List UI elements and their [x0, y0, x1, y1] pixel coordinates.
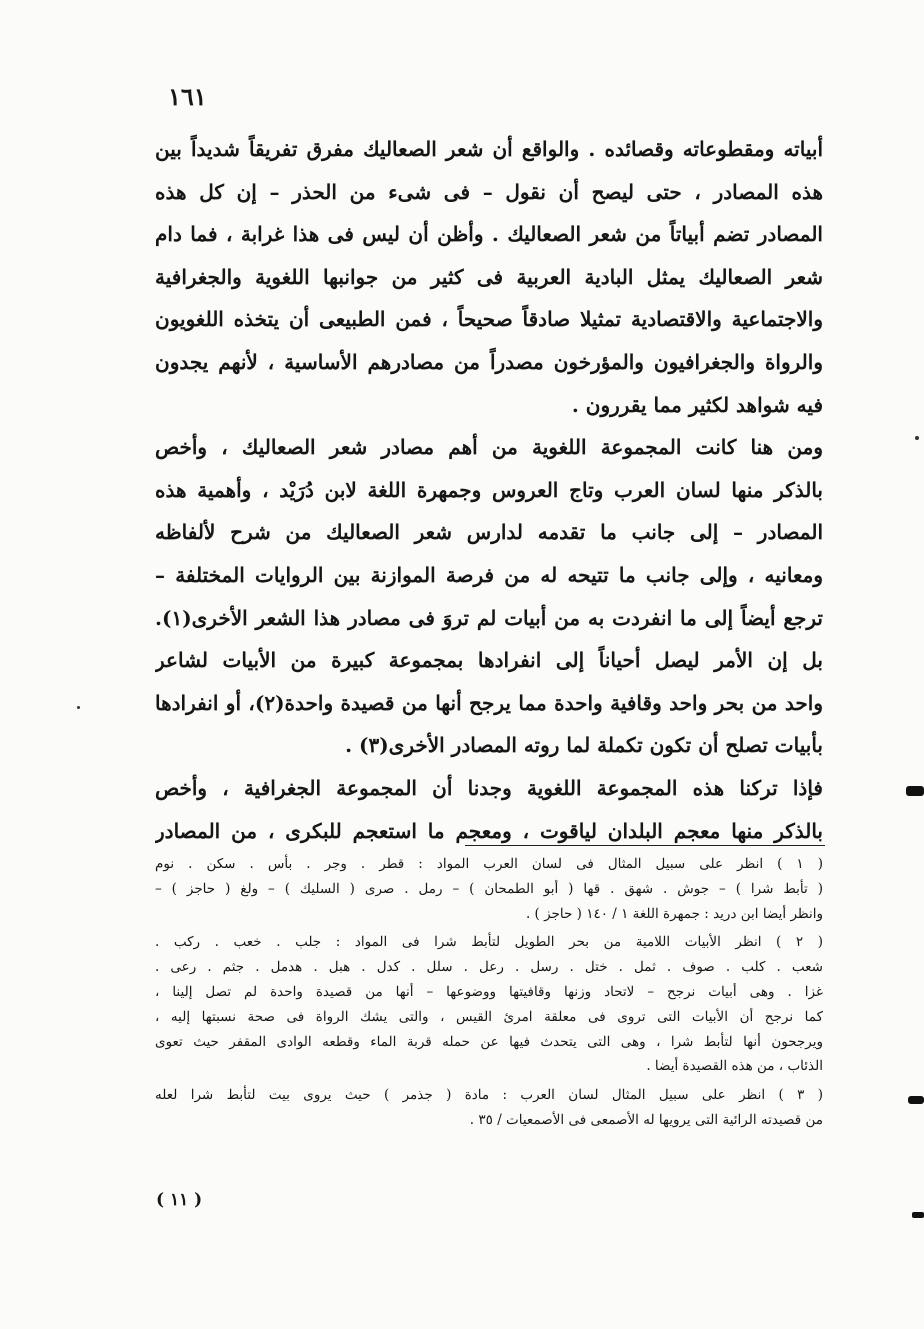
body-line: بل إن الأمر ليصل أحياناً إلى انفرادها بمجموعة كبيرة من الأبيات لشاعر	[155, 648, 823, 673]
body-line: المصادر تضم أبياتاً من شعر الصعاليك . وأظن أن ليس فى هذا غرابة ، فما دام	[155, 222, 823, 247]
footnote-line: وانظر أيضا ابن دريد : جمهرة اللغة ١ / ١٤٠ ( حاجز ) .	[525, 905, 823, 922]
page-number: ١٦١	[168, 82, 207, 111]
footnote-line: شعب . كلب . صوف . ثمل . ختل . رسل . رعل . سلل . كدل . هبل . هدمل . جثم . رعى .	[155, 959, 823, 976]
footnote-divider	[465, 845, 825, 846]
body-line-paragraph-end: فيه شواهد لكثير مما يقررون .	[571, 392, 823, 417]
body-line: بالذكر منها معجم البلدان لياقوت ، ومعجم ما استعجم للبكرى ، من المصادر	[155, 818, 823, 843]
footnote-line: ( تأبط شرا ) – جوش . شهق . قها ( أبو الطمحان ) – رمل . صرى ( السليك ) – ولغ ( حاجز ) –	[155, 880, 823, 897]
scan-dot	[915, 436, 919, 440]
body-line: المصادر – إلى جانب ما تقدمه لدارس شعر الصعاليك من شرح لألفاظه	[155, 520, 823, 545]
footnote-line: كما نرجح أن الأبيات التى تروى فى معلقة امرئ القيس ، والتى يشك الرواة فى صحة نسبتها إليه ،	[155, 1008, 823, 1025]
body-line: ومعانيه ، وإلى جانب ما تتيحه له من فرصة الموازنة بين الروايات المختلفة –	[155, 562, 823, 587]
footnote-line: ( ٣ ) انظر على سبيل المثال لسان العرب : مادة ( جذمر ) حيث يروى بيت لتأبط شرا لعله	[155, 1087, 823, 1104]
footnote-line: الذئاب ، من هذه القصيدة أيضا .	[646, 1058, 823, 1075]
footnotes	[155, 852, 823, 1133]
body-line-paragraph-start: ومن هنا كانت المجموعة اللغوية من أهم مصادر شعر الصعاليك ، وأخص	[155, 435, 823, 460]
footnote-line: غزا . وهى أبيات نرجح – لاتحاد وزنها وقافيتها ووضوعها – أنها من قصيدة واحدة لم تصل إلينا ،	[155, 983, 823, 1000]
body-line: واحد من بحر واحد وقافية واحدة مما يرجح أنها من قصيدة واحدة(٢)، أو انفرادها	[155, 690, 823, 715]
body-line: ترجع أيضاً إلى ما انفردت به من أبيات لم تروَ فى مصادر هذا الشعر الأخرى(١).	[155, 605, 823, 630]
scan-mark	[908, 1096, 924, 1104]
main-text	[155, 128, 823, 852]
scan-mark	[906, 786, 924, 796]
body-line: أبياته ومقطوعاته وقصائده . والواقع أن شعر الصعاليك مفرق تفريقاً شديداً بين	[155, 137, 823, 161]
scan-dot	[77, 706, 80, 709]
footnote-line: ويرجحون أنها لتأبط شرا ، وهى التى يتحدث فيها عن حمله قربة الماء وقطعه الوادى المقفر حيث تعوى	[155, 1033, 823, 1050]
footnote-line: من قصيدته الرائية التى يرويها له الأصمعى فى الأصمعيات / ٣٥ .	[469, 1111, 823, 1128]
body-line: والرواة والجغرافيون والمؤرخون مصدراً من مصادرهم الأساسية ، لأنهم يجدون	[155, 349, 823, 374]
signature-mark: ( ١١ )	[156, 1190, 203, 1210]
body-line-paragraph-end: بأبيات تصلح أن تكون تكملة لما روته المصادر الأخرى(٣) .	[345, 733, 823, 758]
footnote-line: ( ٢ ) انظر الأبيات اللامية من بحر الطويل لتأبط شرا فى المواد : جلب . خعب . ركب .	[155, 934, 823, 951]
body-line-paragraph-start: فإذا تركنا هذه المجموعة اللغوية وجدنا أن المجموعة الجغرافية ، وأخص	[155, 775, 823, 800]
body-line: والاجتماعية والاقتصادية تمثيلا صادقاً صحيحاً ، فمن الطبيعى أن يتخذه اللغويون	[155, 307, 823, 332]
body-line: شعر الصعاليك يمثل البادية العربية فى كثير من جوانبها اللغوية والجغرافية	[155, 264, 823, 289]
scan-mark	[912, 1212, 924, 1218]
body-line: هذه المصادر ، حتى ليصح أن نقول – فى شىء من الحذر – إن كل هذه	[155, 179, 823, 204]
footnote-line: ( ١ ) انظر على سبيل المثال فى لسان العرب المواد : قطر . وجر . بأس . سكن . نوم	[155, 856, 823, 872]
body-line: بالذكر منها لسان العرب وتاج العروس وجمهرة اللغة لابن دُرَيْد ، وأهمية هذه	[155, 477, 823, 502]
